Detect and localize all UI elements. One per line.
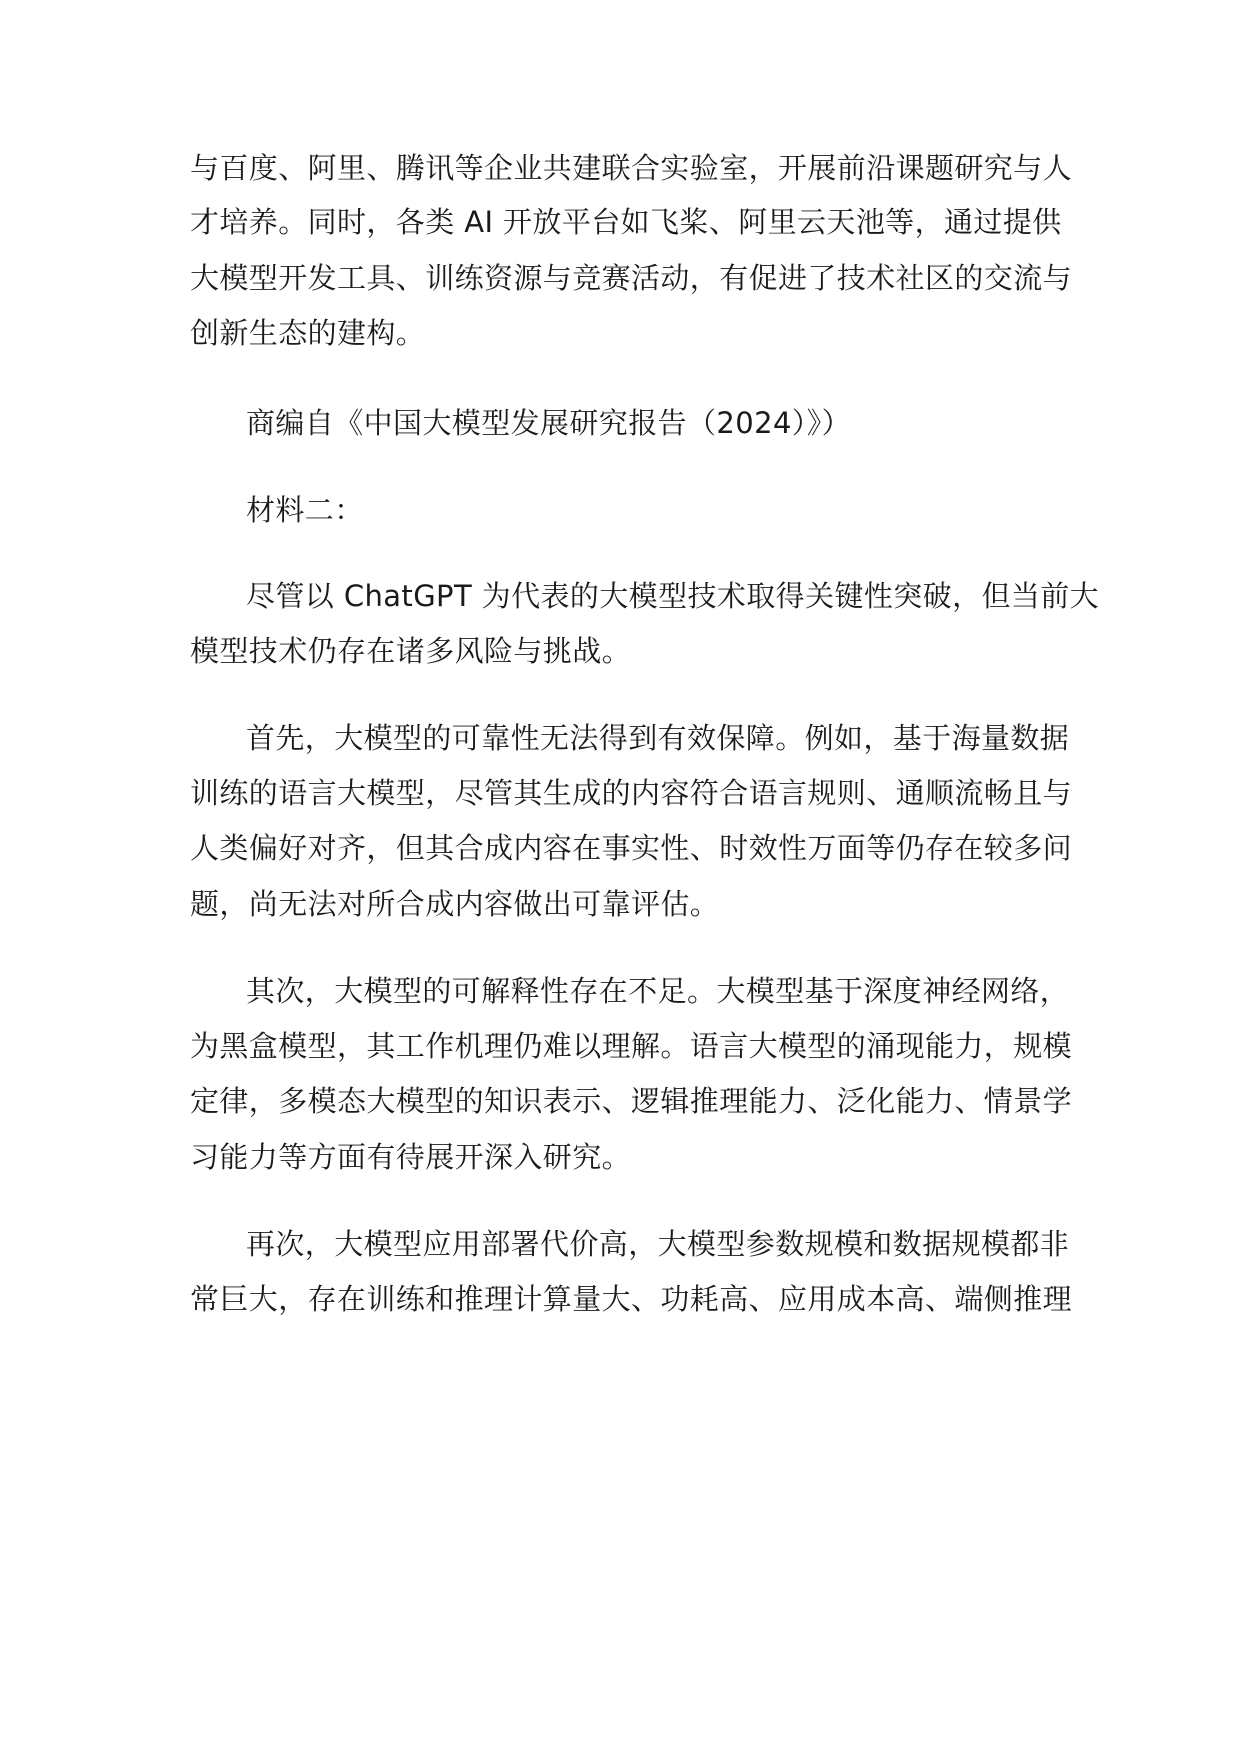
- paragraph-1-line-4: 创新生态的建构。: [190, 316, 426, 350]
- paragraph-first-line-4: 题，尚无法对所合成内容做出可靠评估。: [190, 887, 720, 921]
- paragraph-first-line-1: 首先，大模型的可靠性无法得到有效保障。例如，基于海量数据: [246, 721, 1070, 755]
- paragraph-first-line-2: 训练的语言大模型，尽管其生成的内容符合语言规则、通顺流畅且与: [190, 776, 1073, 810]
- source-citation: 商编自《中国大模型发展研究报告（2024）》）: [246, 406, 852, 440]
- paragraph-intro-line-2: 模型技术仍存在诸多风险与挑战。: [190, 634, 632, 668]
- paragraph-1-line-3: 大模型开发工具、训练资源与竞赛活动，有促进了技术社区的交流与: [190, 261, 1073, 295]
- paragraph-second-line-3: 定律，多模态大模型的知识表示、逻辑推理能力、泛化能力、情景学: [190, 1084, 1073, 1118]
- paragraph-third-line-1: 再次，大模型应用部署代价高，大模型参数规模和数据规模都非: [246, 1227, 1070, 1261]
- paragraph-second-line-2: 为黑盒模型，其工作机理仍难以理解。语言大模型的涌现能力，规模: [190, 1029, 1073, 1063]
- paragraph-second-line-1: 其次，大模型的可解释性存在不足。大模型基于深度神经网络，: [246, 974, 1070, 1008]
- paragraph-second-line-4: 习能力等方面有待展开深入研究。: [190, 1140, 632, 1174]
- paragraph-intro-line-1: 尽管以 ChatGPT 为代表的大模型技术取得关键性突破，但当前大: [246, 579, 1100, 613]
- paragraph-1-line-2: 才培养。同时，各类 AI 开放平台如飞桨、阿里云天池等，通过提供: [190, 205, 1062, 239]
- paragraph-third-line-2: 常巨大，存在训练和推理计算量大、功耗高、应用成本高、端侧推理: [190, 1282, 1073, 1316]
- section-heading-material-two: 材料二：: [246, 493, 364, 527]
- paragraph-1-line-1: 与百度、阿里、腾讯等企业共建联合实验室，开展前沿课题研究与人: [190, 151, 1073, 185]
- paragraph-first-line-3: 人类偏好对齐，但其合成内容在事实性、时效性万面等仍存在较多问: [190, 831, 1073, 865]
